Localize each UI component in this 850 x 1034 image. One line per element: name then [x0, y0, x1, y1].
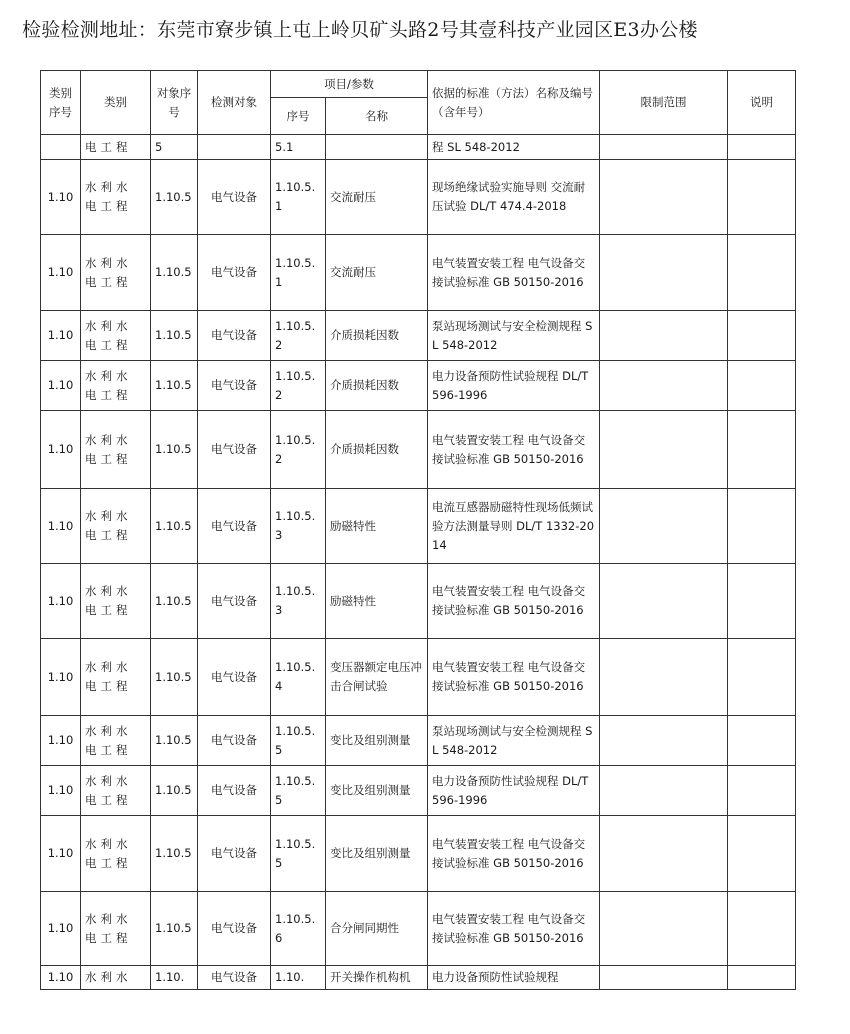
- cell-cat-no: 1.10: [41, 816, 81, 892]
- cell-seq: 1.10.5.1: [271, 160, 326, 235]
- cell-name: 变压器额定电压冲击合闸试验: [326, 639, 428, 716]
- cell-category: 水利水电工程: [81, 311, 151, 361]
- cell-standard: 电气装置安装工程 电气设备交接试验标准 GB 50150-2016: [428, 816, 600, 892]
- table-row: [41, 716, 796, 766]
- header-cat-no: 类别序号: [41, 71, 81, 135]
- cell-limit: [600, 235, 728, 311]
- cell-name: 励磁特性: [326, 564, 428, 639]
- cell-obj: 电气设备: [198, 411, 271, 489]
- cell-limit: [600, 160, 728, 235]
- cell-obj-no: 5: [151, 135, 198, 160]
- cell-obj: 电气设备: [198, 816, 271, 892]
- cell-limit: [600, 766, 728, 816]
- cell-obj-no: 1.10.5: [151, 489, 198, 564]
- cell-name: 变比及组别测量: [326, 816, 428, 892]
- cell-name: 励磁特性: [326, 489, 428, 564]
- cell-name: 介质损耗因数: [326, 411, 428, 489]
- cell-standard: 电流互感器励磁特性现场低频试验方法测量导则 DL/T 1332-2014: [428, 489, 600, 564]
- cell-limit: [600, 966, 728, 990]
- cell-cat-no: 1.10: [41, 411, 81, 489]
- table-row: [41, 892, 796, 966]
- cell-obj: 电气设备: [198, 564, 271, 639]
- cell-note: [728, 639, 796, 716]
- cell-obj-no: 1.10.: [151, 966, 198, 990]
- cell-obj: 电气设备: [198, 766, 271, 816]
- table-row: [41, 766, 796, 816]
- cell-obj-no: 1.10.5: [151, 639, 198, 716]
- cell-obj-no: 1.10.5: [151, 892, 198, 966]
- cell-name: [326, 135, 428, 160]
- cell-standard: 电气装置安装工程 电气设备交接试验标准 GB 50150-2016: [428, 235, 600, 311]
- table-row: [41, 135, 796, 160]
- cell-note: [728, 311, 796, 361]
- cell-cat-no: 1.10: [41, 160, 81, 235]
- cell-obj: 电气设备: [198, 361, 271, 411]
- cell-category: 水利水电工程: [81, 564, 151, 639]
- cell-category: 水利水电工程: [81, 892, 151, 966]
- cell-cat-no: 1.10: [41, 716, 81, 766]
- cell-standard: 现场绝缘试验实施导则 交流耐压试验 DL/T 474.4-2018: [428, 160, 600, 235]
- cell-cat-no: 1.10: [41, 766, 81, 816]
- cell-obj: [198, 135, 271, 160]
- cell-standard: 电气装置安装工程 电气设备交接试验标准 GB 50150-2016: [428, 564, 600, 639]
- cell-obj-no: 1.10.5: [151, 235, 198, 311]
- cell-seq: 1.10.5.6: [271, 892, 326, 966]
- cell-note: [728, 966, 796, 990]
- cell-cat-no: 1.10: [41, 966, 81, 990]
- cell-cat-no: 1.10: [41, 235, 81, 311]
- cell-standard: 程 SL 548-2012: [428, 135, 600, 160]
- cell-limit: [600, 361, 728, 411]
- cell-obj: 电气设备: [198, 639, 271, 716]
- cell-category: 水利水电工程: [81, 361, 151, 411]
- cell-seq: 1.10.5.1: [271, 235, 326, 311]
- cell-standard: 电气装置安装工程 电气设备交接试验标准 GB 50150-2016: [428, 892, 600, 966]
- cell-cat-no: 1.10: [41, 311, 81, 361]
- cell-limit: [600, 816, 728, 892]
- page-header-address: 检验检测地址：东莞市寮步镇上屯上岭贝矿头路2号其壹科技产业园区E3办公楼: [22, 19, 698, 41]
- cell-name: 合分闸同期性: [326, 892, 428, 966]
- cell-seq: 1.10.5.5: [271, 766, 326, 816]
- header-note: 说明: [728, 71, 796, 135]
- cell-note: [728, 892, 796, 966]
- cell-note: [728, 564, 796, 639]
- header-category: 类别: [81, 71, 151, 135]
- table-row: [41, 966, 796, 990]
- cell-cat-no: 1.10: [41, 639, 81, 716]
- cell-category: 水利水电工程: [81, 411, 151, 489]
- cell-category: 水利水电工程: [81, 639, 151, 716]
- cell-category: 水利水电工程: [81, 716, 151, 766]
- cell-note: [728, 361, 796, 411]
- cell-note: [728, 411, 796, 489]
- cell-obj-no: 1.10.5: [151, 564, 198, 639]
- cell-obj: 电气设备: [198, 311, 271, 361]
- cell-cat-no: 1.10: [41, 489, 81, 564]
- cell-seq: 1.10.: [271, 966, 326, 990]
- qualification-table: [40, 70, 796, 990]
- cell-standard: 电气装置安装工程 电气设备交接试验标准 GB 50150-2016: [428, 411, 600, 489]
- cell-limit: [600, 311, 728, 361]
- cell-obj: 电气设备: [198, 716, 271, 766]
- cell-category: 电工程: [81, 135, 151, 160]
- cell-standard: 电力设备预防性试验规程: [428, 966, 600, 990]
- cell-note: [728, 716, 796, 766]
- cell-obj-no: 1.10.5: [151, 716, 198, 766]
- cell-obj: 电气设备: [198, 235, 271, 311]
- cell-standard: 泵站现场测试与安全检测规程 SL 548-2012: [428, 311, 600, 361]
- header-limit: 限制范围: [600, 71, 728, 135]
- cell-note: [728, 235, 796, 311]
- cell-obj: 电气设备: [198, 966, 271, 990]
- cell-category: 水利水电工程: [81, 235, 151, 311]
- cell-obj-no: 1.10.5: [151, 411, 198, 489]
- table-row: [41, 489, 796, 564]
- cell-note: [728, 160, 796, 235]
- cell-name: 介质损耗因数: [326, 311, 428, 361]
- table-row: [41, 816, 796, 892]
- cell-seq: 5.1: [271, 135, 326, 160]
- cell-category: 水利水: [81, 966, 151, 990]
- cell-note: [728, 135, 796, 160]
- cell-limit: [600, 489, 728, 564]
- cell-seq: 1.10.5.2: [271, 361, 326, 411]
- table-row: [41, 361, 796, 411]
- cell-obj-no: 1.10.5: [151, 361, 198, 411]
- cell-seq: 1.10.5.5: [271, 816, 326, 892]
- cell-limit: [600, 639, 728, 716]
- cell-limit: [600, 411, 728, 489]
- cell-obj-no: 1.10.5: [151, 816, 198, 892]
- cell-note: [728, 816, 796, 892]
- cell-category: 水利水电工程: [81, 489, 151, 564]
- cell-name: 变比及组别测量: [326, 766, 428, 816]
- cell-standard: 电力设备预防性试验规程 DL/T 596-1996: [428, 361, 600, 411]
- table-row: [41, 311, 796, 361]
- header-seq: 序号: [271, 98, 326, 135]
- cell-note: [728, 766, 796, 816]
- cell-seq: 1.10.5.2: [271, 411, 326, 489]
- cell-category: 水利水电工程: [81, 160, 151, 235]
- header-name: 名称: [326, 98, 428, 135]
- cell-seq: 1.10.5.5: [271, 716, 326, 766]
- cell-name: 介质损耗因数: [326, 361, 428, 411]
- cell-obj: 电气设备: [198, 892, 271, 966]
- cell-name: 开关操作机构机: [326, 966, 428, 990]
- cell-name: 交流耐压: [326, 160, 428, 235]
- cell-obj: 电气设备: [198, 160, 271, 235]
- cell-obj: 电气设备: [198, 489, 271, 564]
- table-row: [41, 639, 796, 716]
- header-obj: 检测对象: [198, 71, 271, 135]
- table-header-row-1: [41, 71, 796, 98]
- cell-standard: 电气装置安装工程 电气设备交接试验标准 GB 50150-2016: [428, 639, 600, 716]
- table-row: [41, 235, 796, 311]
- header-item-param: 项目/参数: [271, 71, 428, 98]
- cell-name: 变比及组别测量: [326, 716, 428, 766]
- table-row: [41, 411, 796, 489]
- cell-seq: 1.10.5.3: [271, 564, 326, 639]
- cell-obj-no: 1.10.5: [151, 160, 198, 235]
- cell-cat-no: [41, 135, 81, 160]
- cell-name: 交流耐压: [326, 235, 428, 311]
- cell-limit: [600, 135, 728, 160]
- cell-obj-no: 1.10.5: [151, 311, 198, 361]
- cell-standard: 电力设备预防性试验规程 DL/T 596-1996: [428, 766, 600, 816]
- cell-seq: 1.10.5.2: [271, 311, 326, 361]
- cell-category: 水利水电工程: [81, 766, 151, 816]
- table-row: [41, 564, 796, 639]
- cell-limit: [600, 564, 728, 639]
- cell-category: 水利水电工程: [81, 816, 151, 892]
- table-row: [41, 160, 796, 235]
- cell-cat-no: 1.10: [41, 361, 81, 411]
- header-standard: 依据的标准（方法）名称及编号（含年号）: [428, 71, 600, 135]
- cell-limit: [600, 716, 728, 766]
- cell-cat-no: 1.10: [41, 892, 81, 966]
- cell-limit: [600, 892, 728, 966]
- cell-seq: 1.10.5.4: [271, 639, 326, 716]
- cell-note: [728, 489, 796, 564]
- cell-seq: 1.10.5.3: [271, 489, 326, 564]
- header-obj-no: 对象序号: [151, 71, 198, 135]
- cell-standard: 泵站现场测试与安全检测规程 SL 548-2012: [428, 716, 600, 766]
- cell-cat-no: 1.10: [41, 564, 81, 639]
- cell-obj-no: 1.10.5: [151, 766, 198, 816]
